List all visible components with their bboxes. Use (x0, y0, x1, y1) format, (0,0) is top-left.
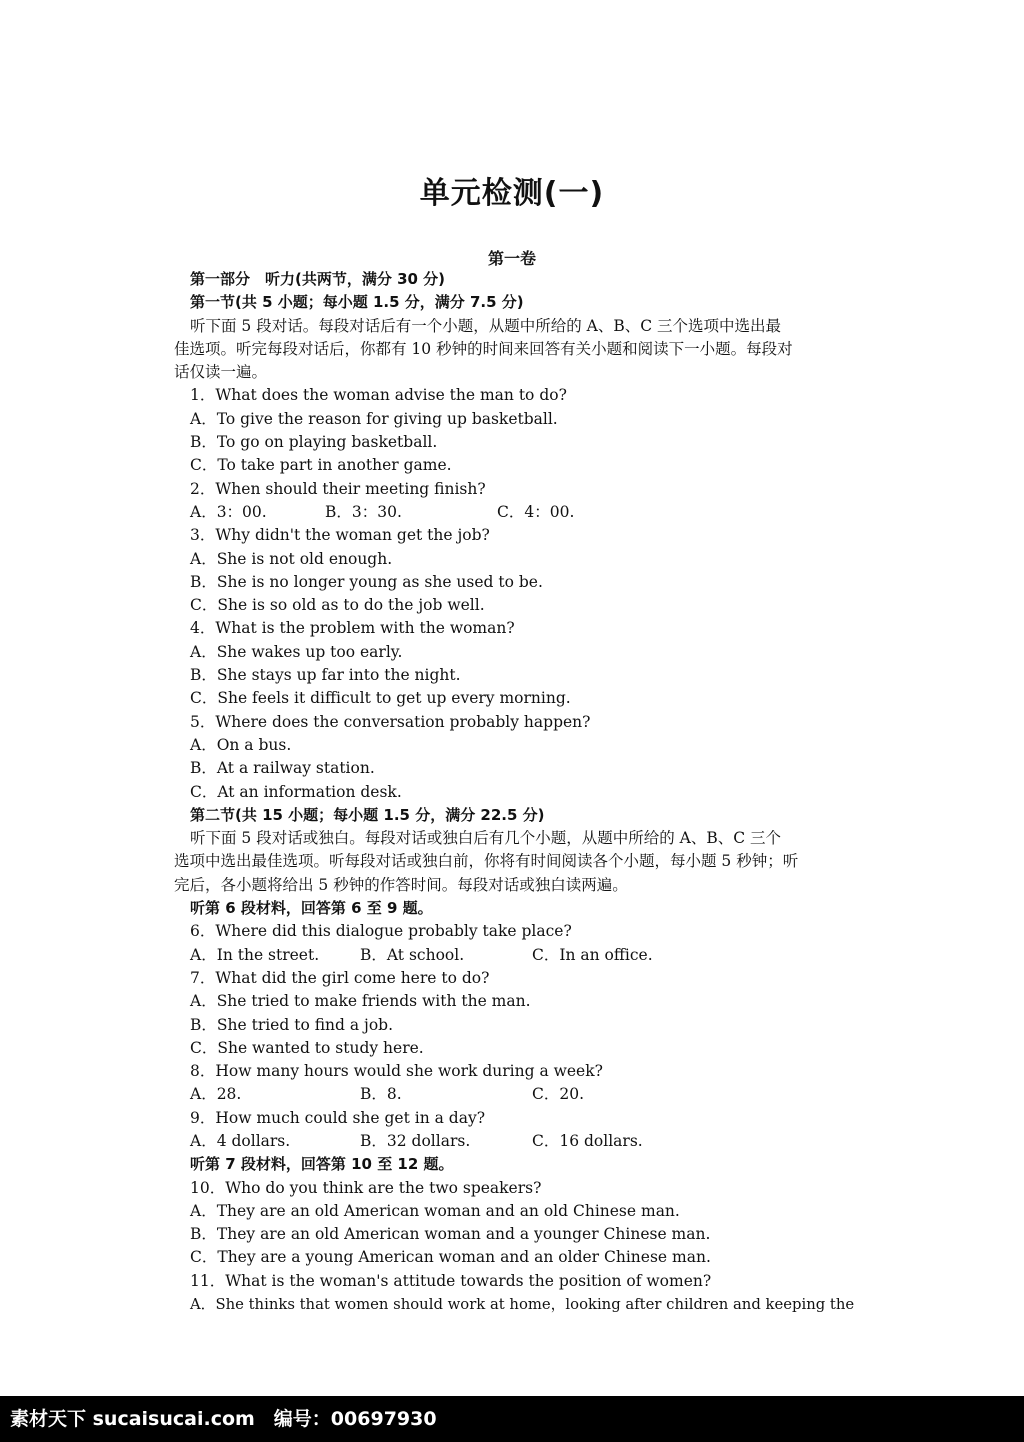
question-10-option-c: C．They are a young American woman and an older Chinese man. (190, 1248, 711, 1267)
question-2-option-c: C．4：00. (497, 502, 575, 521)
section1-instructions-line-1: 听下面 5 段对话。每段对话后有一个小题，从题中所给的 A、B、C 三个选项中选出最 (190, 316, 782, 335)
question-7-option-b: B．She tried to find a job. (190, 1015, 394, 1034)
question-11: 11．What is the woman's attitude towards the position of women? (190, 1271, 712, 1290)
question-4-option-a: A．She wakes up too early. (190, 642, 403, 661)
question-1-option-b: B．To go on playing basketball. (190, 433, 438, 452)
volume-heading: 第一卷 (487, 249, 536, 268)
watermark-bar (0, 1396, 1024, 1442)
page-title: 单元检测(一) (419, 176, 605, 211)
section2-instructions-line-3: 完后，各小题将给出 5 秒钟的作答时间。每段对话或独白读两遍。 (174, 875, 628, 894)
question-5-option-a: A．On a bus. (190, 735, 292, 754)
question-1-option-c: C．To take part in another game. (190, 456, 452, 475)
question-8-option-a: A．28. (190, 1085, 242, 1104)
question-6: 6．Where did this dialogue probably take place? (190, 922, 572, 941)
question-10-option-b: B．They are an old American woman and a younger Chinese man. (190, 1225, 711, 1244)
question-9: 9．How much could she get in a day? (190, 1108, 486, 1127)
question-7-option-a: A．She tried to make friends with the man. (190, 992, 531, 1011)
question-5: 5．Where does the conversation probably happen? (190, 712, 591, 731)
question-3-option-b: B．She is no longer young as she used to be. (190, 572, 543, 591)
question-4-option-b: B．She stays up far into the night. (190, 666, 461, 685)
question-10: 10．Who do you think are the two speakers? (190, 1178, 542, 1197)
question-2-option-b: B．3：30. (325, 502, 402, 521)
question-2-option-a: A．3：00. (190, 502, 267, 521)
question-2-options (190, 501, 875, 524)
question-5-option-c: C．At an information desk. (190, 782, 402, 801)
question-4: 4．What is the problem with the woman? (190, 619, 515, 638)
question-6-option-c: C．In an office. (532, 945, 653, 964)
section1-heading: 第一节(共 5 小题；每小题 1.5 分，满分 7.5 分) (190, 293, 524, 312)
question-5-option-b: B．At a railway station. (190, 759, 375, 778)
question-9-option-a: A．4 dollars. (190, 1131, 291, 1150)
question-10-option-a: A．They are an old American woman and an old Chinese man. (190, 1201, 680, 1220)
question-2: 2．When should their meeting finish? (190, 479, 486, 498)
question-9-option-c: C．16 dollars. (532, 1131, 643, 1150)
question-11-option-a: A．She thinks that women should work at home，looking after children and keeping the (190, 1296, 855, 1314)
section2-instructions-line-1: 听下面 5 段对话或独白。每段对话或独白后有几个小题，从题中所给的 A、B、C 三个 (190, 829, 782, 848)
question-3-option-a: A．She is not old enough. (190, 549, 393, 568)
material-7-heading: 听第 7 段材料，回答第 10 至 12 题。 (190, 1155, 454, 1174)
section1-instructions-line-2: 佳选项。听完每段对话后，你都有 10 秒钟的时间来回答有关小题和阅读下一小题。每段对 (174, 339, 793, 358)
question-6-options (190, 944, 875, 967)
exam-body (174, 268, 875, 1316)
question-9-option-b: B．32 dollars. (360, 1131, 471, 1150)
question-8-options (190, 1083, 875, 1106)
part1-heading: 第一部分 听力(共两节，满分 30 分) (190, 270, 446, 288)
question-8-option-b: B．8. (360, 1085, 402, 1104)
watermark-text: 素材天下 sucaisucai.com 编号：00697930 (10, 1408, 437, 1430)
material-6-heading: 听第 6 段材料，回答第 6 至 9 题。 (190, 899, 433, 918)
question-4-option-c: C．She feels it difficult to get up every morning. (190, 689, 571, 708)
question-6-option-a: A．In the street. (190, 945, 320, 964)
question-3: 3．Why didn't the woman get the job? (190, 526, 490, 545)
question-7: 7．What did the girl come here to do? (190, 968, 490, 987)
question-6-option-b: B．At school. (360, 945, 465, 964)
question-3-option-c: C．She is so old as to do the job well. (190, 596, 485, 615)
question-1: 1．What does the woman advise the man to do? (190, 386, 567, 405)
question-8-option-c: C．20. (532, 1085, 585, 1104)
question-9-options (190, 1130, 875, 1153)
question-1-option-a: A．To give the reason for giving up basketball. (190, 409, 558, 428)
section2-instructions-line-2: 选项中选出最佳选项。听每段对话或独白前，你将有时间阅读各个小题，每小题 5 秒钟；听 (174, 852, 799, 871)
question-7-option-c: C．She wanted to study here. (190, 1038, 424, 1057)
section2-heading: 第二节(共 15 小题；每小题 1.5 分，满分 22.5 分) (190, 805, 545, 824)
section1-instructions-line-3: 话仅读一遍。 (174, 363, 268, 382)
question-8: 8．How many hours would she work during a week? (190, 1062, 603, 1081)
